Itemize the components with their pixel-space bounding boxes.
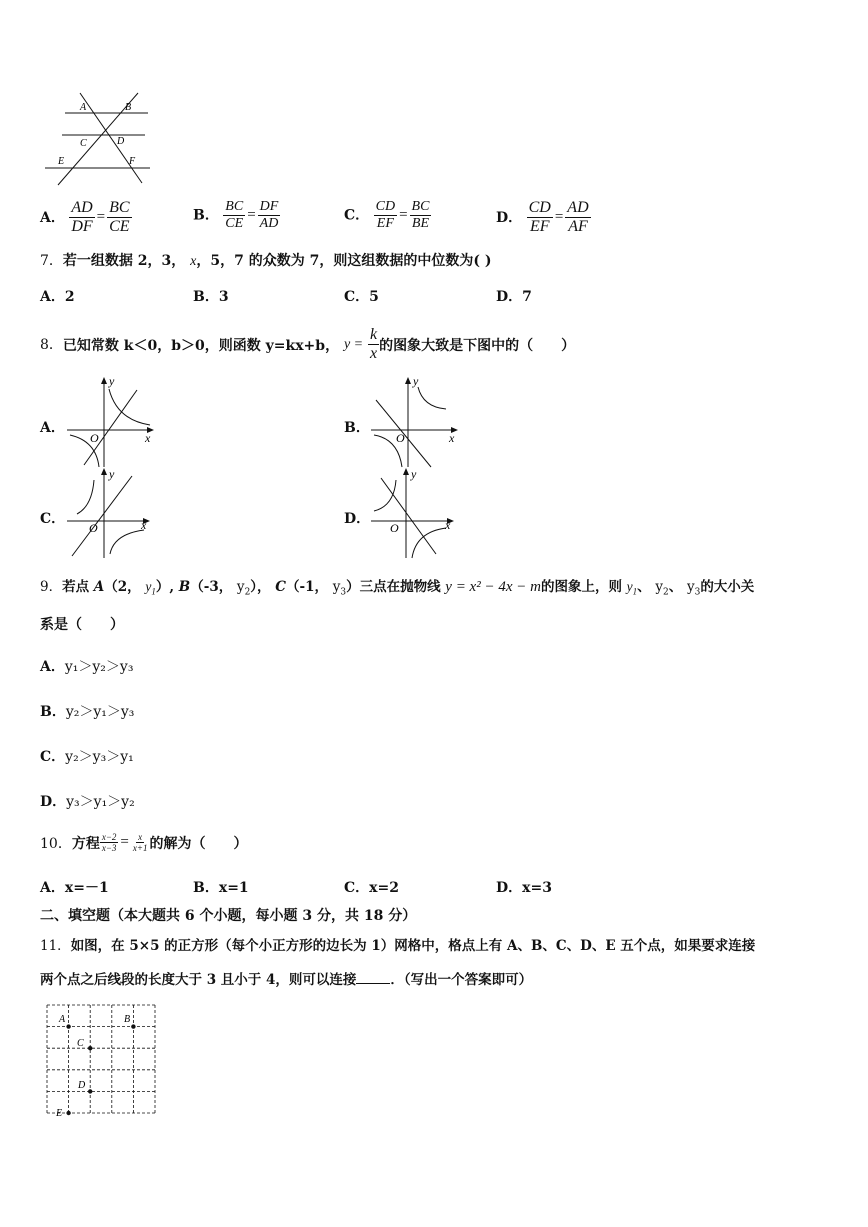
q9-option-c[interactable]: C．y₂＞y₃＞y₁	[40, 749, 134, 765]
q10-option-a[interactable]: A．x=－1	[40, 880, 109, 896]
axis-y: y	[109, 467, 115, 481]
q9-option-b[interactable]: B．y₂＞y₁＞y₃	[40, 704, 135, 720]
fraction: $\frac{k}{x}$	[370, 326, 378, 363]
fig-label-B: B	[125, 102, 132, 113]
section-heading: 二、填空题（本大题共 6 个小题，每小题 3 分，共 18 分）	[40, 908, 417, 924]
q9-option-a[interactable]: A．y₁＞y₂＞y₃	[40, 659, 134, 675]
q11-stem-line2: 两个点之后线段的长度大于 3 且小于 4，则可以连接 ．（写出一个答案即可）	[40, 972, 533, 988]
q6-figure	[40, 85, 155, 190]
grid-label-E: E	[56, 1108, 63, 1119]
axis-y: y	[109, 375, 115, 388]
q9-option-d[interactable]: D．y₃＞y₁＞y₂	[40, 794, 135, 810]
q6-option-d[interactable]: D． $\frac{CD}{EF}$ = $\frac{AD}{AF}$	[496, 199, 589, 236]
q7-option-d[interactable]: D．7	[496, 289, 532, 305]
q8-option-a-label[interactable]: A．	[40, 420, 65, 436]
q11-stem-line1: 11．如图，在 5×5 的正方形（每个小正方形的边长为 1）网格中，格点上有 A、B、C、D、E 五个点，如果要求连接	[40, 938, 756, 954]
q10-option-d[interactable]: D．x=3	[496, 880, 552, 896]
option-label: A．	[40, 209, 65, 226]
grid-label-B: B	[124, 1014, 131, 1025]
q8-option-c-label[interactable]: C．	[40, 511, 66, 527]
fig-label-C: C	[80, 138, 87, 149]
q6-option-a[interactable]: A． $\frac{AD}{DF}$ = $\frac{BC}{CE}$	[40, 199, 130, 236]
q8-option-d-label[interactable]: D．	[344, 511, 371, 527]
q8-graph-c[interactable]	[62, 466, 157, 561]
axis-x: x	[141, 518, 147, 532]
q8-option-b-label[interactable]: B．	[344, 420, 370, 436]
q7-stem: 7．若一组数据 2，3， x，5，7 的众数为 7，则这组数据的中位数为( )	[40, 253, 492, 269]
q8-stem: 8．已知常数 k＜0，b＞0，则函数 y=kx+b， y = $\frac{k}{x}$ 的图象大致是下图中的（ ）	[40, 326, 576, 363]
fig-label-E: E	[58, 156, 65, 167]
grid-label-A: A	[59, 1014, 66, 1025]
fig-label-D: D	[117, 136, 125, 147]
fraction: $\frac{AD}{DF}$	[71, 199, 93, 236]
axis-y: y	[413, 375, 419, 388]
q8-graph-b[interactable]	[366, 375, 461, 470]
q7-option-b[interactable]: B．3	[193, 289, 229, 305]
q10-option-b[interactable]: B．x=1	[193, 880, 249, 896]
fraction: $\frac{BC}{CE}$	[225, 199, 244, 232]
fraction: $\frac{AD}{AF}$	[567, 199, 589, 236]
answer-blank[interactable]	[356, 983, 390, 984]
q8-graph-a[interactable]	[62, 375, 157, 470]
origin: O	[390, 521, 399, 535]
fraction: $\frac{CD}{EF}$	[375, 199, 396, 232]
axis-x: x	[145, 431, 151, 445]
fraction: $\frac{x-2}{x-3}$	[101, 832, 117, 854]
q6-option-c[interactable]: C． $\frac{CD}{EF}$ = $\frac{BC}{BE}$	[344, 199, 430, 232]
q7-option-c[interactable]: C．5	[344, 289, 379, 305]
axis-x: x	[449, 431, 455, 445]
q9-stem-line1: 9．若点 A（2， $y_1$）, B（-3， $y_2$）， C（-1， $y_3$）三点在抛物线 y = x² − 4x − m的图象上，则 $y_1$、 $y_2$、 $y_3$的大小关	[40, 579, 755, 598]
q10-option-c[interactable]: C．x=2	[344, 880, 399, 896]
origin: O	[89, 521, 98, 535]
q10-stem: 10．方程 $\frac{x-2}{x-3}$ = $\frac{x}{x+1}$ 的解为（ ）	[40, 832, 248, 854]
fraction: $\frac{DF}{AD}$	[259, 199, 279, 232]
origin: O	[396, 431, 405, 445]
fig-label-A: A	[80, 102, 87, 113]
axis-x: x	[445, 518, 451, 532]
fraction: $\frac{BC}{BE}$	[411, 199, 430, 232]
fraction: $\frac{x}{x+1}$	[132, 832, 148, 854]
q8-graph-d[interactable]	[366, 466, 461, 561]
grid-label-C: C	[77, 1038, 84, 1049]
fraction: $\frac{BC}{CE}$	[109, 199, 130, 236]
fig-label-F: F	[129, 156, 136, 167]
fraction: $\frac{CD}{EF}$	[528, 199, 551, 236]
q11-grid-figure	[42, 1000, 162, 1120]
option-label: C．	[344, 207, 370, 224]
origin: O	[90, 431, 99, 445]
grid-label-D: D	[78, 1080, 86, 1091]
q7-option-a[interactable]: A．2	[40, 289, 75, 305]
q6-option-b[interactable]: B． $\frac{BC}{CE}$ = $\frac{DF}{AD}$	[193, 199, 279, 232]
option-label: B．	[193, 207, 219, 224]
axis-y: y	[411, 467, 417, 481]
q9-stem-line2: 系是（ ）	[40, 617, 124, 633]
option-label: D．	[496, 209, 523, 226]
